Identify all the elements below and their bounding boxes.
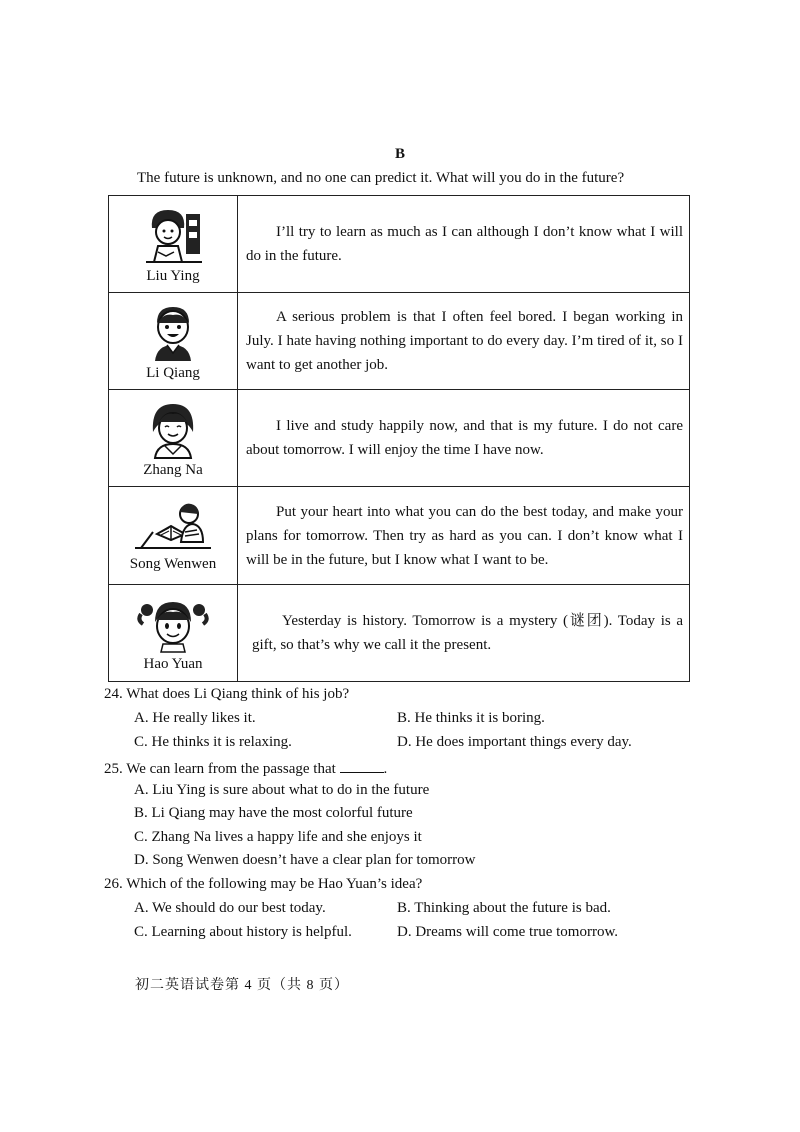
table-row xyxy=(109,196,690,293)
person-statement: A serious problem is that I often feel bored. I began working in July. I hate having nothing important to do every day. I’m tired of it, so I want to get another job. xyxy=(238,293,690,390)
question-number: 26. xyxy=(104,876,123,892)
question-stem: What does Li Qiang think of his job? xyxy=(126,686,350,702)
person-name: Zhang Na xyxy=(143,461,203,478)
section-letter: B xyxy=(394,146,405,162)
intro-text: The future is unknown, and no one can predict it. What will you do in the future? xyxy=(137,170,625,186)
table-row xyxy=(109,487,690,585)
option-25-b[interactable]: B. Li Qiang may have the most colorful future xyxy=(134,805,413,821)
option-26-d[interactable]: D. Dreams will come true tomorrow. xyxy=(397,924,619,940)
person-name: Liu Ying xyxy=(146,267,200,284)
page-footer: 初二英语试卷第 4 页（共 8 页） xyxy=(135,978,349,993)
question-26 xyxy=(104,876,422,893)
option-26-c[interactable]: C. Learning about history is helpful. xyxy=(134,924,352,940)
person-name: Li Qiang xyxy=(146,364,200,381)
answer-blank[interactable] xyxy=(340,758,384,773)
person-name: Song Wenwen xyxy=(129,556,217,572)
option-26-b[interactable]: B. Thinking about the future is bad. xyxy=(397,900,611,916)
option-26-a[interactable]: A. We should do our best today. xyxy=(134,900,326,916)
person-statement: I’ll try to learn as much as I can although I don’t know what I will do in the future. xyxy=(238,196,690,293)
person-name: Hao Yuan xyxy=(143,655,203,672)
option-25-d[interactable]: D. Song Wenwen doesn’t have a clear plan for tomorrow xyxy=(134,852,476,868)
person-statement: I live and study happily now, and that is my future. I do not care about tomorrow. I will enjoy the time I have now. xyxy=(238,390,690,487)
table-row xyxy=(109,390,690,487)
question-stem: We can learn from the passage that xyxy=(126,761,336,777)
hao-yuan-portrait xyxy=(133,594,213,654)
table-row xyxy=(109,293,690,390)
question-stem: Which of the following may be Hao Yuan’s idea? xyxy=(126,876,423,892)
option-24-c[interactable]: C. He thinks it is relaxing. xyxy=(134,734,292,750)
table-row xyxy=(109,585,690,682)
li-qiang-portrait xyxy=(143,301,203,363)
question-stem-end: . xyxy=(383,761,388,777)
person-statement: Yesterday is history. Tomorrow is a mystery (谜团). Today is a gift, so that’s why we call it the present. xyxy=(238,585,690,682)
option-24-d[interactable]: D. He does important things every day. xyxy=(397,734,632,750)
question-number: 25. xyxy=(104,761,123,777)
zhang-na-portrait xyxy=(143,398,203,460)
option-25-c[interactable]: C. Zhang Na lives a happy life and she enjoys it xyxy=(134,829,422,845)
option-24-b[interactable]: B. He thinks it is boring. xyxy=(397,710,545,726)
people-table xyxy=(108,195,690,682)
song-wenwen-portrait xyxy=(131,498,215,554)
question-24 xyxy=(104,686,349,703)
option-25-a[interactable]: A. Liu Ying is sure about what to do in the future xyxy=(134,782,430,798)
question-25 xyxy=(104,758,387,778)
liu-ying-portrait xyxy=(138,204,208,266)
person-statement: Put your heart into what you can do the best today, and make your plans for tomorrow. Then try as hard as you can. I don’t know what I will be in the future, but I know what I want to be. xyxy=(238,487,690,585)
option-24-a[interactable]: A. He really likes it. xyxy=(134,710,256,726)
question-number: 24. xyxy=(104,686,123,702)
